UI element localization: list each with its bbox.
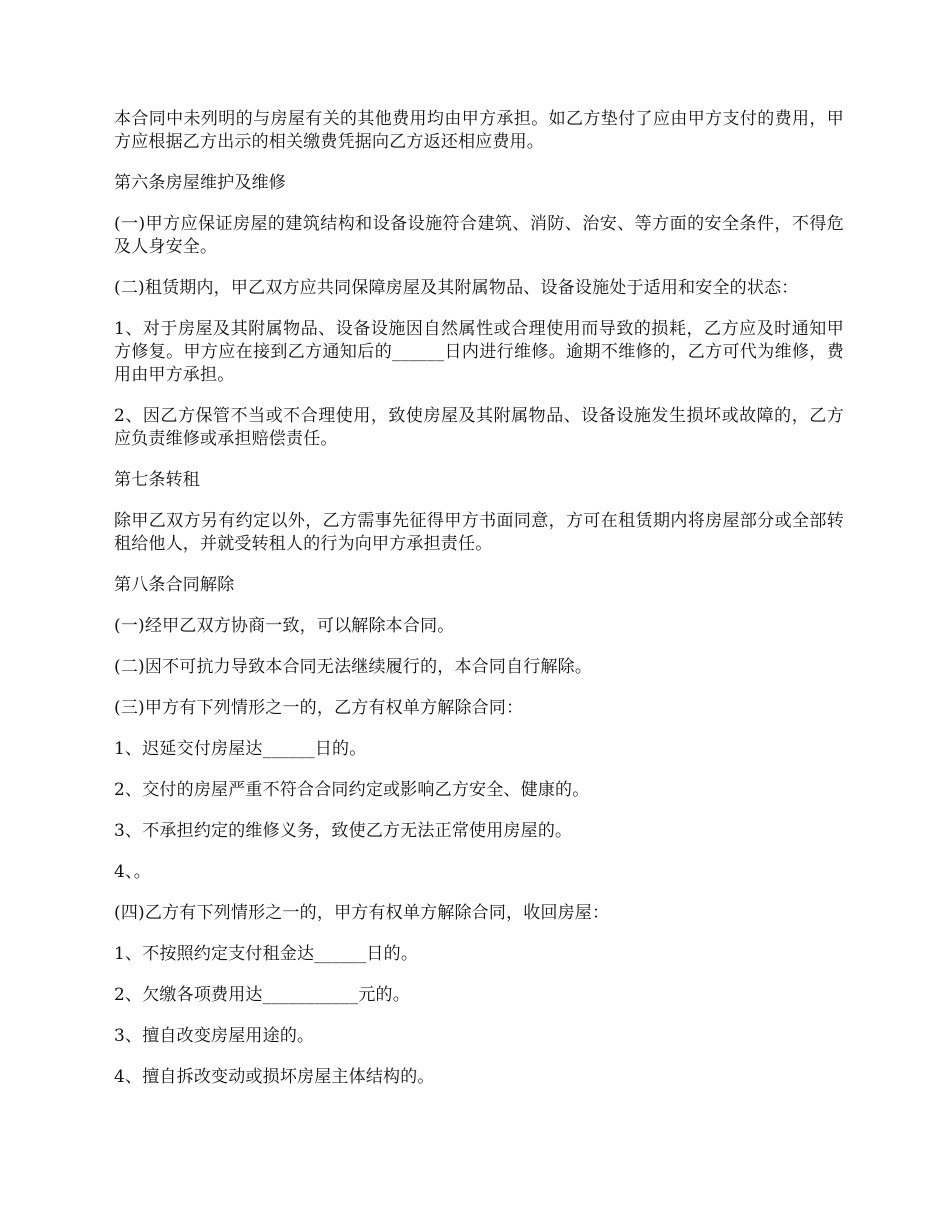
paragraph-8-3-item-4: 4、。	[114, 862, 151, 882]
paragraph-8-4-item-2: 2、欠缴各项费用达___________元的。	[114, 985, 410, 1005]
paragraph-8-3-item-3: 3、不承担约定的维修义务，致使乙方无法正常使用房屋的。	[114, 821, 573, 841]
paragraph-8-2: (二)因不可抗力导致本合同无法继续履行的，本合同自行解除。	[114, 657, 593, 677]
paragraph-8-1: (一)经甲乙双方协商一致，可以解除本合同。	[114, 616, 455, 636]
section-heading-article-7: 第七条转租	[114, 470, 200, 490]
paragraph-8-4: (四)乙方有下列情形之一的，甲方有权单方解除合同，收回房屋：	[114, 903, 610, 923]
document-body	[114, 108, 844, 1107]
paragraph-8-3-item-1: 1、迟延交付房屋达______日的。	[114, 739, 367, 759]
paragraph-8-4-item-1: 1、不按照约定支付租金达______日的。	[114, 944, 419, 964]
paragraph-6-2-item-1: 1、对于房屋及其附属物品、设备设施因自然属性或合理使用而导致的损耗，乙方应及时通知甲方修复。甲方应在接到乙方通知后的______日内进行维修。逾期不维修的，乙方可代为维修，费用由甲方承担。	[114, 319, 844, 385]
section-heading-article-8: 第八条合同解除	[114, 575, 235, 595]
section-heading-article-6: 第六条房屋维护及维修	[114, 173, 286, 193]
paragraph-7: 除甲乙双方另有约定以外，乙方需事先征得甲方书面同意，方可在租赁期内将房屋部分或全部转租给他人，并就受转租人的行为向甲方承担责任。	[114, 511, 844, 554]
paragraph-fee-note: 本合同中未列明的与房屋有关的其他费用均由甲方承担。如乙方垫付了应由甲方支付的费用，甲方应根据乙方出示的相关缴费凭据向乙方返还相应费用。	[114, 109, 844, 152]
paragraph-8-4-item-3: 3、擅自改变房屋用途的。	[114, 1026, 315, 1046]
paragraph-6-2-item-2: 2、因乙方保管不当或不合理使用，致使房屋及其附属物品、设备设施发生损坏或故障的，乙方应负责维修或承担赔偿责任。	[114, 406, 844, 449]
paragraph-8-3: (三)甲方有下列情形之一的，乙方有权单方解除合同：	[114, 698, 524, 718]
paragraph-8-3-item-2: 2、交付的房屋严重不符合合同约定或影响乙方安全、健康的。	[114, 780, 590, 800]
paragraph-8-4-item-4: 4、擅自拆改变动或损坏房屋主体结构的。	[114, 1067, 435, 1087]
paragraph-6-1: (一)甲方应保证房屋的建筑结构和设备设施符合建筑、消防、治安、等方面的安全条件，不得危及人身安全。	[114, 214, 844, 257]
paragraph-6-2: (二)租赁期内，甲乙双方应共同保障房屋及其附属物品、设备设施处于适用和安全的状态：	[114, 278, 799, 298]
